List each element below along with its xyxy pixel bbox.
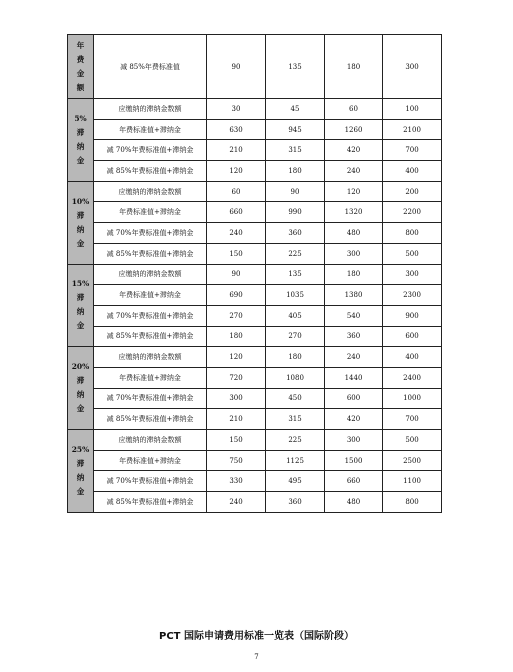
fee-value-cell: 420 xyxy=(325,140,383,161)
table-row xyxy=(68,202,442,223)
table-row xyxy=(68,409,442,430)
fee-value-cell: 1000 xyxy=(383,388,442,409)
fee-item-cell: 减 70%年费标准值+滞纳金 xyxy=(94,305,207,326)
fee-value-cell: 600 xyxy=(325,388,383,409)
fee-value-cell: 240 xyxy=(207,223,266,244)
fee-value-cell: 1080 xyxy=(266,367,325,388)
fee-value-cell: 135 xyxy=(266,264,325,285)
fee-value-cell: 180 xyxy=(325,264,383,285)
fee-value-cell: 420 xyxy=(325,409,383,430)
fee-value-cell: 270 xyxy=(207,305,266,326)
fee-value-cell: 180 xyxy=(207,326,266,347)
fee-value-cell: 360 xyxy=(266,492,325,513)
fee-value-cell: 660 xyxy=(207,202,266,223)
group-label-cell: 5% 滞 纳 金 xyxy=(68,99,94,182)
fee-value-cell: 405 xyxy=(266,305,325,326)
fee-value-cell: 540 xyxy=(325,305,383,326)
fee-item-cell: 减 85%年费标准值 xyxy=(94,35,207,99)
fee-item-cell: 减 85%年费标准值+滞纳金 xyxy=(94,409,207,430)
fee-value-cell: 60 xyxy=(325,99,383,120)
fee-value-cell: 1320 xyxy=(325,202,383,223)
fee-value-cell: 800 xyxy=(383,492,442,513)
fee-value-cell: 300 xyxy=(207,388,266,409)
fee-item-cell: 年费标准值+滞纳金 xyxy=(94,367,207,388)
fee-item-cell: 年费标准值+滞纳金 xyxy=(94,285,207,306)
fee-item-cell: 应缴纳的滞纳金数额 xyxy=(94,181,207,202)
fee-item-cell: 年费标准值+滞纳金 xyxy=(94,450,207,471)
table-row xyxy=(68,119,442,140)
group-label-cell: 25% 滞 纳 金 xyxy=(68,430,94,513)
fee-item-cell: 应缴纳的滞纳金数额 xyxy=(94,430,207,451)
fee-item-cell: 减 70%年费标准值+滞纳金 xyxy=(94,388,207,409)
fee-value-cell: 1125 xyxy=(266,450,325,471)
table-row xyxy=(68,347,442,368)
fee-item-cell: 减 85%年费标准值+滞纳金 xyxy=(94,243,207,264)
fee-value-cell: 1035 xyxy=(266,285,325,306)
fee-value-cell: 150 xyxy=(207,430,266,451)
table-row xyxy=(68,492,442,513)
fee-value-cell: 300 xyxy=(325,243,383,264)
fee-value-cell: 120 xyxy=(207,161,266,182)
fee-value-cell: 480 xyxy=(325,492,383,513)
fee-value-cell: 1100 xyxy=(383,471,442,492)
table-row xyxy=(68,305,442,326)
fee-value-cell: 800 xyxy=(383,223,442,244)
fee-value-cell: 990 xyxy=(266,202,325,223)
table-row xyxy=(68,223,442,244)
fee-value-cell: 330 xyxy=(207,471,266,492)
table-row xyxy=(68,140,442,161)
group-label-cell: 年 费 金 额 xyxy=(68,35,94,99)
fee-item-cell: 减 85%年费标准值+滞纳金 xyxy=(94,161,207,182)
table-row xyxy=(68,35,442,99)
group-label-cell: 20% 滞 纳 金 xyxy=(68,347,94,430)
fee-value-cell: 690 xyxy=(207,285,266,306)
fee-item-cell: 减 70%年费标准值+滞纳金 xyxy=(94,140,207,161)
fee-value-cell: 750 xyxy=(207,450,266,471)
fee-value-cell: 600 xyxy=(383,326,442,347)
fee-item-cell: 减 85%年费标准值+滞纳金 xyxy=(94,326,207,347)
fee-item-cell: 应缴纳的滞纳金数额 xyxy=(94,347,207,368)
fee-value-cell: 495 xyxy=(266,471,325,492)
fee-table-body xyxy=(68,35,442,513)
fee-value-cell: 180 xyxy=(266,161,325,182)
fee-value-cell: 500 xyxy=(383,243,442,264)
fee-value-cell: 150 xyxy=(207,243,266,264)
fee-value-cell: 100 xyxy=(383,99,442,120)
fee-value-cell: 700 xyxy=(383,409,442,430)
fee-value-cell: 400 xyxy=(383,161,442,182)
fee-value-cell: 500 xyxy=(383,430,442,451)
fee-value-cell: 630 xyxy=(207,119,266,140)
table-row xyxy=(68,161,442,182)
fee-value-cell: 660 xyxy=(325,471,383,492)
fee-value-cell: 360 xyxy=(325,326,383,347)
group-label-cell: 15% 滞 纳 金 xyxy=(68,264,94,347)
fee-value-cell: 1440 xyxy=(325,367,383,388)
fee-value-cell: 30 xyxy=(207,99,266,120)
fee-item-cell: 减 70%年费标准值+滞纳金 xyxy=(94,471,207,492)
fee-value-cell: 45 xyxy=(266,99,325,120)
table-row xyxy=(68,326,442,347)
fee-value-cell: 2100 xyxy=(383,119,442,140)
fee-item-cell: 应缴纳的滞纳金数额 xyxy=(94,264,207,285)
fee-value-cell: 135 xyxy=(266,35,325,99)
fee-value-cell: 240 xyxy=(207,492,266,513)
fee-table xyxy=(67,34,442,513)
table-row xyxy=(68,99,442,120)
fee-value-cell: 360 xyxy=(266,223,325,244)
fee-value-cell: 225 xyxy=(266,430,325,451)
fee-value-cell: 400 xyxy=(383,347,442,368)
fee-value-cell: 700 xyxy=(383,140,442,161)
table-row xyxy=(68,243,442,264)
fee-value-cell: 900 xyxy=(383,305,442,326)
fee-item-cell: 年费标准值+滞纳金 xyxy=(94,202,207,223)
table-row xyxy=(68,450,442,471)
fee-value-cell: 480 xyxy=(325,223,383,244)
fee-value-cell: 300 xyxy=(325,430,383,451)
table-row xyxy=(68,367,442,388)
fee-value-cell: 210 xyxy=(207,409,266,430)
fee-value-cell: 315 xyxy=(266,140,325,161)
fee-value-cell: 90 xyxy=(207,264,266,285)
fee-value-cell: 2400 xyxy=(383,367,442,388)
fee-value-cell: 180 xyxy=(266,347,325,368)
document-title: PCT 国际申请费用标准一览表（国际阶段） xyxy=(159,631,354,642)
fee-value-cell: 315 xyxy=(266,409,325,430)
fee-value-cell: 120 xyxy=(207,347,266,368)
page-number: 7 xyxy=(254,653,259,661)
fee-value-cell: 180 xyxy=(325,35,383,99)
table-row xyxy=(68,181,442,202)
fee-value-cell: 90 xyxy=(266,181,325,202)
table-row xyxy=(68,264,442,285)
fee-value-cell: 90 xyxy=(207,35,266,99)
table-row xyxy=(68,285,442,306)
fee-item-cell: 应缴纳的滞纳金数额 xyxy=(94,99,207,120)
fee-value-cell: 60 xyxy=(207,181,266,202)
fee-value-cell: 1380 xyxy=(325,285,383,306)
fee-value-cell: 270 xyxy=(266,326,325,347)
fee-value-cell: 120 xyxy=(325,181,383,202)
fee-value-cell: 450 xyxy=(266,388,325,409)
fee-item-cell: 减 85%年费标准值+滞纳金 xyxy=(94,492,207,513)
fee-value-cell: 210 xyxy=(207,140,266,161)
fee-value-cell: 300 xyxy=(383,264,442,285)
fee-value-cell: 300 xyxy=(383,35,442,99)
fee-value-cell: 2300 xyxy=(383,285,442,306)
fee-value-cell: 1500 xyxy=(325,450,383,471)
group-label-cell: 10% 滞 纳 金 xyxy=(68,181,94,264)
table-row xyxy=(68,430,442,451)
fee-value-cell: 945 xyxy=(266,119,325,140)
fee-value-cell: 1260 xyxy=(325,119,383,140)
fee-item-cell: 年费标准值+滞纳金 xyxy=(94,119,207,140)
fee-value-cell: 225 xyxy=(266,243,325,264)
fee-value-cell: 240 xyxy=(325,161,383,182)
fee-value-cell: 720 xyxy=(207,367,266,388)
fee-value-cell: 240 xyxy=(325,347,383,368)
fee-item-cell: 减 70%年费标准值+滞纳金 xyxy=(94,223,207,244)
fee-value-cell: 200 xyxy=(383,181,442,202)
fee-value-cell: 2200 xyxy=(383,202,442,223)
table-row xyxy=(68,388,442,409)
table-row xyxy=(68,471,442,492)
fee-value-cell: 2500 xyxy=(383,450,442,471)
